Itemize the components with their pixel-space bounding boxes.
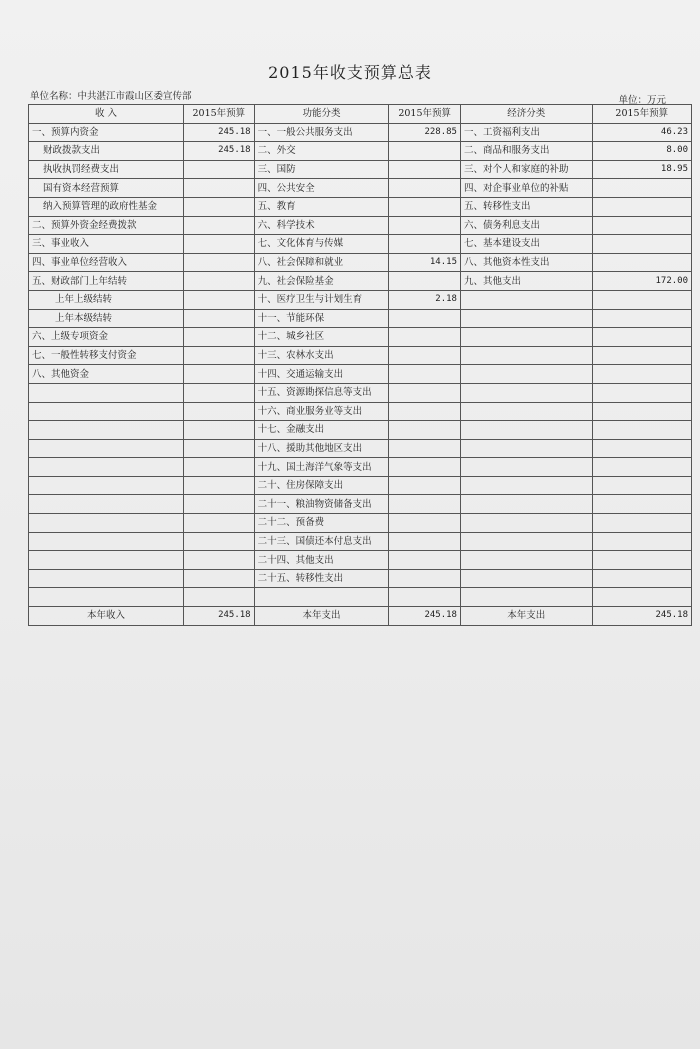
economic-value-cell [592, 216, 692, 235]
income-cell [29, 383, 184, 402]
economic-cell [460, 514, 592, 533]
economic-cell [460, 402, 592, 421]
economic-cell: 二、商品和服务支出 [460, 142, 592, 161]
income-value-cell [184, 569, 255, 588]
income-cell: 执收执罚经费支出 [29, 160, 184, 179]
economic-value-cell [592, 588, 692, 607]
table-row [29, 514, 692, 533]
table-row [29, 290, 692, 309]
function-value-cell [389, 551, 461, 570]
table-row [29, 402, 692, 421]
function-value-cell [389, 346, 461, 365]
economic-cell [460, 383, 592, 402]
function-cell: 十、医疗卫生与计划生育 [254, 290, 389, 309]
economic-value-cell [592, 569, 692, 588]
economic-value-cell [592, 346, 692, 365]
header-income: 收 入 [29, 105, 184, 124]
table-row [29, 160, 692, 179]
income-cell [29, 514, 184, 533]
function-cell: 二十三、国债还本付息支出 [254, 532, 389, 551]
income-cell: 六、上级专项资金 [29, 328, 184, 347]
economic-value-cell [592, 309, 692, 328]
table-row [29, 476, 692, 495]
economic-cell [460, 551, 592, 570]
function-cell: 四、公共安全 [254, 179, 389, 198]
economic-cell [460, 532, 592, 551]
header-economic-budget: 2015年预算 [592, 105, 692, 124]
economic-value-cell: 172.00 [592, 272, 692, 291]
income-cell: 上年本级结转 [29, 309, 184, 328]
table-row [29, 123, 692, 142]
income-cell [29, 476, 184, 495]
economic-cell: 七、基本建设支出 [460, 235, 592, 254]
income-value-cell [184, 179, 255, 198]
economic-value-cell [592, 365, 692, 384]
economic-cell: 六、债务利息支出 [460, 216, 592, 235]
function-cell: 九、社会保险基金 [254, 272, 389, 291]
table-row [29, 458, 692, 477]
table-row [29, 421, 692, 440]
header-income-budget: 2015年预算 [184, 105, 255, 124]
function-value-cell [389, 235, 461, 254]
table-row [29, 365, 692, 384]
function-value-cell [389, 272, 461, 291]
economic-value-cell [592, 328, 692, 347]
income-value-cell [184, 272, 255, 291]
economic-value-cell [592, 290, 692, 309]
table-row [29, 253, 692, 272]
income-cell [29, 439, 184, 458]
function-cell [254, 588, 389, 607]
page-title: 2015年收支预算总表 [268, 63, 432, 82]
table-row [29, 179, 692, 198]
economic-cell: 三、对个人和家庭的补助 [460, 160, 592, 179]
income-cell [29, 551, 184, 570]
economic-value-cell: 46.23 [592, 123, 692, 142]
total-economic-label: 本年支出 [460, 607, 592, 626]
income-value-cell [184, 253, 255, 272]
total-income-value: 245.18 [184, 607, 255, 626]
income-cell: 八、其他资金 [29, 365, 184, 384]
income-value-cell: 245.18 [184, 123, 255, 142]
function-value-cell [389, 383, 461, 402]
function-value-cell [389, 514, 461, 533]
table-row [29, 142, 692, 161]
economic-value-cell [592, 421, 692, 440]
economic-value-cell [592, 235, 692, 254]
function-value-cell: 14.15 [389, 253, 461, 272]
economic-cell [460, 365, 592, 384]
income-value-cell [184, 197, 255, 216]
unit-label: 单位：万元 [618, 95, 666, 106]
function-cell: 十四、交通运输支出 [254, 365, 389, 384]
income-cell [29, 402, 184, 421]
function-value-cell [389, 569, 461, 588]
economic-cell [460, 439, 592, 458]
income-cell: 财政拨款支出 [29, 142, 184, 161]
economic-cell [460, 495, 592, 514]
function-value-cell [389, 309, 461, 328]
income-value-cell [184, 495, 255, 514]
function-value-cell [389, 476, 461, 495]
income-cell: 一、预算内资金 [29, 123, 184, 142]
income-cell [29, 458, 184, 477]
total-income-label: 本年收入 [29, 607, 184, 626]
function-value-cell [389, 197, 461, 216]
economic-value-cell [592, 197, 692, 216]
function-cell: 十五、资源勘探信息等支出 [254, 383, 389, 402]
table-row [29, 235, 692, 254]
header-function: 功能分类 [254, 105, 389, 124]
income-cell: 纳入预算管理的政府性基金 [29, 197, 184, 216]
economic-value-cell [592, 253, 692, 272]
header-function-budget: 2015年预算 [389, 105, 461, 124]
function-cell: 三、国防 [254, 160, 389, 179]
function-cell: 十二、城乡社区 [254, 328, 389, 347]
income-cell [29, 421, 184, 440]
function-value-cell [389, 588, 461, 607]
function-cell: 二十、住房保障支出 [254, 476, 389, 495]
table-row [29, 346, 692, 365]
income-cell [29, 532, 184, 551]
function-value-cell [389, 365, 461, 384]
income-value-cell [184, 290, 255, 309]
table-row [29, 532, 692, 551]
economic-cell: 五、转移性支出 [460, 197, 592, 216]
function-value-cell [389, 439, 461, 458]
table-row [29, 328, 692, 347]
income-value-cell [184, 235, 255, 254]
income-cell [29, 588, 184, 607]
table-row [29, 588, 692, 607]
economic-cell [460, 290, 592, 309]
income-value-cell [184, 346, 255, 365]
function-cell: 十一、节能环保 [254, 309, 389, 328]
table-row [29, 216, 692, 235]
income-value-cell [184, 476, 255, 495]
income-value-cell [184, 532, 255, 551]
header-economic: 经济分类 [460, 105, 592, 124]
table-row [29, 383, 692, 402]
table-row [29, 272, 692, 291]
income-cell: 五、财政部门上年结转 [29, 272, 184, 291]
income-cell: 上年上级结转 [29, 290, 184, 309]
economic-cell [460, 588, 592, 607]
economic-value-cell [592, 514, 692, 533]
budget-table [28, 104, 692, 626]
economic-cell: 四、对企事业单位的补贴 [460, 179, 592, 198]
income-value-cell [184, 216, 255, 235]
income-value-cell [184, 439, 255, 458]
income-cell [29, 569, 184, 588]
function-value-cell [389, 402, 461, 421]
function-cell: 二十一、粮油物资储备支出 [254, 495, 389, 514]
economic-cell [460, 458, 592, 477]
income-cell [29, 495, 184, 514]
income-value-cell [184, 383, 255, 402]
function-cell: 二十五、转移性支出 [254, 569, 389, 588]
function-cell: 二十二、预备费 [254, 514, 389, 533]
economic-value-cell: 18.95 [592, 160, 692, 179]
economic-value-cell [592, 495, 692, 514]
economic-value-cell [592, 179, 692, 198]
function-value-cell: 2.18 [389, 290, 461, 309]
income-cell: 四、事业单位经营收入 [29, 253, 184, 272]
income-value-cell [184, 309, 255, 328]
unit-name: 单位名称：中共湛江市霞山区委宣传部 [30, 91, 192, 102]
income-cell: 二、预算外资金经费拨款 [29, 216, 184, 235]
function-cell: 五、教育 [254, 197, 389, 216]
income-value-cell [184, 514, 255, 533]
function-value-cell [389, 532, 461, 551]
economic-cell [460, 421, 592, 440]
table-row [29, 551, 692, 570]
total-function-label: 本年支出 [254, 607, 389, 626]
totals-row [29, 607, 692, 626]
function-cell: 十三、农林水支出 [254, 346, 389, 365]
function-cell: 十八、援助其他地区支出 [254, 439, 389, 458]
economic-cell [460, 476, 592, 495]
income-cell: 七、一般性转移支付资金 [29, 346, 184, 365]
function-value-cell [389, 216, 461, 235]
economic-cell: 九、其他支出 [460, 272, 592, 291]
income-value-cell [184, 328, 255, 347]
income-value-cell: 245.18 [184, 142, 255, 161]
total-function-value: 245.18 [389, 607, 461, 626]
table-row [29, 309, 692, 328]
income-value-cell [184, 160, 255, 179]
economic-cell [460, 346, 592, 365]
function-cell: 一、一般公共服务支出 [254, 123, 389, 142]
economic-cell: 一、工资福利支出 [460, 123, 592, 142]
economic-cell [460, 569, 592, 588]
function-cell: 六、科学技术 [254, 216, 389, 235]
income-cell: 三、事业收入 [29, 235, 184, 254]
table-body [29, 123, 692, 606]
income-value-cell [184, 365, 255, 384]
function-value-cell [389, 328, 461, 347]
function-value-cell [389, 421, 461, 440]
economic-value-cell [592, 458, 692, 477]
economic-value-cell [592, 383, 692, 402]
economic-cell: 八、其他资本性支出 [460, 253, 592, 272]
function-cell: 二十四、其他支出 [254, 551, 389, 570]
function-value-cell [389, 160, 461, 179]
function-value-cell [389, 179, 461, 198]
economic-value-cell [592, 402, 692, 421]
table-row [29, 197, 692, 216]
function-value-cell [389, 495, 461, 514]
function-cell: 十六、商业服务业等支出 [254, 402, 389, 421]
function-value-cell [389, 142, 461, 161]
economic-value-cell [592, 551, 692, 570]
economic-cell [460, 328, 592, 347]
income-value-cell [184, 588, 255, 607]
table-row [29, 439, 692, 458]
economic-value-cell: 8.00 [592, 142, 692, 161]
table-row [29, 569, 692, 588]
economic-cell [460, 309, 592, 328]
table-header-row [29, 105, 692, 124]
function-cell: 七、文化体育与传媒 [254, 235, 389, 254]
income-cell: 国有资本经营预算 [29, 179, 184, 198]
economic-value-cell [592, 476, 692, 495]
income-value-cell [184, 402, 255, 421]
function-cell: 十七、金融支出 [254, 421, 389, 440]
function-cell: 十九、国土海洋气象等支出 [254, 458, 389, 477]
function-value-cell [389, 458, 461, 477]
economic-value-cell [592, 532, 692, 551]
income-value-cell [184, 551, 255, 570]
table-row [29, 495, 692, 514]
total-economic-value: 245.18 [592, 607, 692, 626]
economic-value-cell [592, 439, 692, 458]
function-cell: 二、外交 [254, 142, 389, 161]
income-value-cell [184, 458, 255, 477]
function-cell: 八、社会保障和就业 [254, 253, 389, 272]
function-value-cell: 228.85 [389, 123, 461, 142]
income-value-cell [184, 421, 255, 440]
